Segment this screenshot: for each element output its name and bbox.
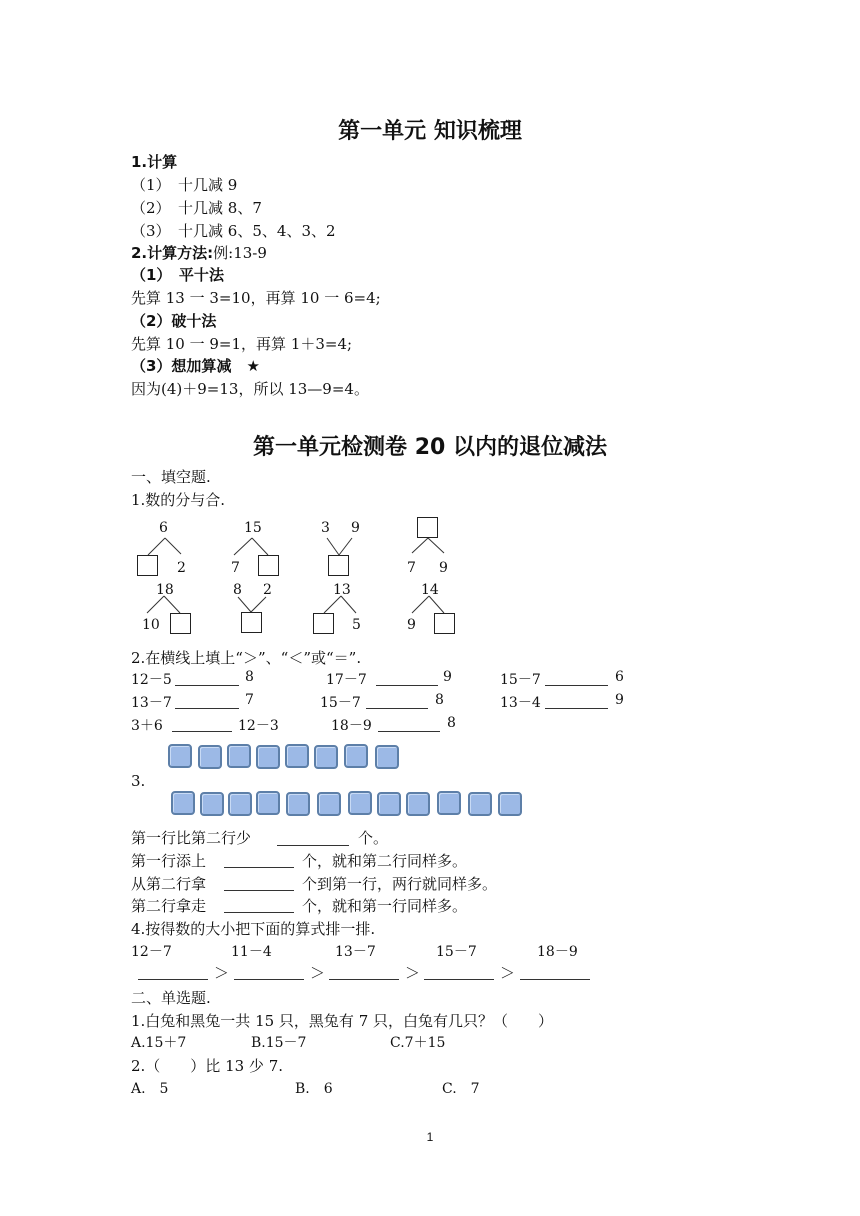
cmp6-blank[interactable] [545,708,608,709]
cmp1-blank[interactable] [175,685,239,686]
cmp2-left: 17－7 [326,672,367,688]
bond5-top: 18 [156,582,174,598]
tile-row2-square [348,791,372,815]
cmp5-right: 8 [435,692,444,708]
gt-symbol-4: ＞ [500,964,516,982]
tile-row2-square [286,792,310,816]
sort-blank-5[interactable] [520,979,590,980]
method3-title: （3）想加算减 ★ [131,357,260,375]
bond1-right: 2 [177,560,186,576]
sort-item-2: 11－4 [231,944,272,960]
bond4-top-box[interactable] [417,517,438,538]
cmp7-blank[interactable] [172,731,232,732]
cmp7-left: 3＋6 [131,718,163,734]
bond3-top-left: 3 [321,520,330,536]
section1-title: 第一单元 知识梳理 [338,119,522,144]
calc-item-2: （2） 十几减 8、7 [131,199,262,217]
tile-row2-square [171,791,195,815]
cmp4-right: 7 [245,692,254,708]
q2-heading: 2.在横线上填上“＞”、“＜”或“＝”. [131,649,362,667]
bond4-left: 7 [407,560,416,576]
tile-row1-square [344,744,368,768]
sort-blank-1[interactable] [138,979,208,980]
cmp6-left: 13－4 [500,695,541,711]
bond8-top: 14 [421,582,439,598]
cmp8-blank[interactable] [378,731,440,732]
q3-line1-a: 第一行比第二行少 [131,829,252,847]
bond3-bottom-box[interactable] [328,555,349,576]
q1-option-b[interactable]: B.15－7 [251,1035,307,1051]
calc-item-1: （1） 十几减 9 [131,176,238,194]
q1-heading: 1.数的分与合. [131,491,226,509]
q3-line3-a: 从第二行拿 [131,875,207,893]
heading-method-label: 2.计算方法: [131,244,214,262]
q2-option-c[interactable]: C. 7 [442,1081,480,1097]
q3-line2-b: 个，就和第二行同样多。 [302,852,468,870]
page-number: 1 [426,1130,434,1144]
method2-text: 先算 10 一 9=1，再算 1＋3=4; [131,335,353,353]
cmp2-blank[interactable] [376,685,438,686]
tile-row1-square [314,745,338,769]
q3-line1-blank[interactable] [277,845,349,846]
part1-heading: 一、填空题. [131,468,211,486]
cmp8-left: 18－9 [331,718,372,734]
method3-text: 因为(4)＋9=13，所以 13—9=4。 [131,380,369,398]
tile-row1-square [285,744,309,768]
method2-title: （2）破十法 [131,312,217,330]
cmp5-blank[interactable] [366,708,428,709]
gt-symbol-3: ＞ [405,964,421,982]
bond5-left: 10 [142,617,160,633]
cmp2-right: 9 [443,669,452,685]
sort-blank-4[interactable] [424,979,494,980]
heading-calc: 1.计算 [131,153,178,171]
cmp7-right: 12－3 [238,718,279,734]
section2-title: 第一单元检测卷 20 以内的退位减法 [253,435,607,460]
cmp3-blank[interactable] [545,685,608,686]
part2-heading: 二、单选题. [131,989,211,1007]
method1-text: 先算 13 一 3=10，再算 10 一 6=4; [131,289,381,307]
bond7-left-box[interactable] [313,613,334,634]
cmp6-right: 9 [615,692,624,708]
tile-row2-square [437,791,461,815]
tile-row2-square [377,792,401,816]
q3-heading: 3. [131,772,146,790]
heading-method [131,242,267,263]
cmp3-left: 15－7 [500,672,541,688]
tile-row1-square [168,744,192,768]
sort-item-4: 15－7 [436,944,477,960]
q1-option-a[interactable]: A.15＋7 [131,1035,187,1051]
sort-blank-2[interactable] [234,979,304,980]
tile-row2-square [468,792,492,816]
tile-row1-square [375,745,399,769]
bond6-top-right: 2 [263,582,272,598]
tile-row2-square [406,792,430,816]
bond6-bottom-box[interactable] [241,612,262,633]
single-choice-q2: 2.（ ）比 13 少 7. [131,1057,284,1075]
q3-line4-b: 个，就和第一行同样多。 [302,897,468,915]
sort-item-5: 18－9 [537,944,578,960]
q3-line1-b: 个。 [358,829,389,847]
sort-blank-3[interactable] [329,979,399,980]
cmp8-right: 8 [447,715,456,731]
bond7-top: 13 [333,582,351,598]
bond1-top: 6 [159,520,168,536]
q3-line2-blank[interactable] [224,867,294,868]
q3-line3-blank[interactable] [224,890,294,891]
q3-line4-a: 第二行拿走 [131,897,207,915]
bond2-right-box[interactable] [258,555,279,576]
bond7-right: 5 [352,617,361,633]
bond8-right-box[interactable] [434,613,455,634]
cmp3-right: 6 [615,669,624,685]
tile-row2-square [228,792,252,816]
bond4-right: 9 [439,560,448,576]
cmp4-left: 13－7 [131,695,172,711]
q3-line3-b: 个到第一行，两行就同样多。 [302,875,498,893]
tile-row2-square [317,792,341,816]
cmp4-blank[interactable] [175,708,239,709]
gt-symbol-1: ＞ [214,964,230,982]
bond3-top-right: 9 [351,520,360,536]
cmp1-left: 12－5 [131,672,172,688]
q3-line1 [131,827,251,848]
gt-symbol-2: ＞ [310,964,326,982]
calc-item-3: （3） 十几减 6、5、4、3、2 [131,222,336,240]
bond2-top: 15 [244,520,262,536]
bond8-left: 9 [407,617,416,633]
tile-row1-square [256,745,280,769]
q3-line2-a: 第一行添上 [131,852,207,870]
q2-option-b[interactable]: B. 6 [295,1081,333,1097]
bond5-right-box[interactable] [170,613,191,634]
single-choice-q1: 1.白兔和黑兔一共 15 只，黑兔有 7 只，白兔有几只？（ ） [131,1012,554,1030]
tile-row1-square [227,744,251,768]
q4-heading: 4.按得数的大小把下面的算式排一排. [131,920,376,938]
tile-row1-square [198,745,222,769]
q2-option-a[interactable]: A. 5 [131,1081,169,1097]
tile-row2-square [200,792,224,816]
cmp1-right: 8 [245,669,254,685]
q3-line4-blank[interactable] [224,912,294,913]
q1-option-c[interactable]: C.7＋15 [390,1035,446,1051]
tile-row2-square [498,792,522,816]
sort-item-3: 13－7 [335,944,376,960]
heading-method-example: 例:13-9 [213,244,267,262]
cmp5-left: 15－7 [320,695,361,711]
tile-row2-square [256,791,280,815]
bond2-left: 7 [231,560,240,576]
bond6-top-left: 8 [233,582,242,598]
bond1-left-box[interactable] [137,555,158,576]
method1-title: （1） 平十法 [131,266,224,284]
sort-item-1: 12－7 [131,944,172,960]
